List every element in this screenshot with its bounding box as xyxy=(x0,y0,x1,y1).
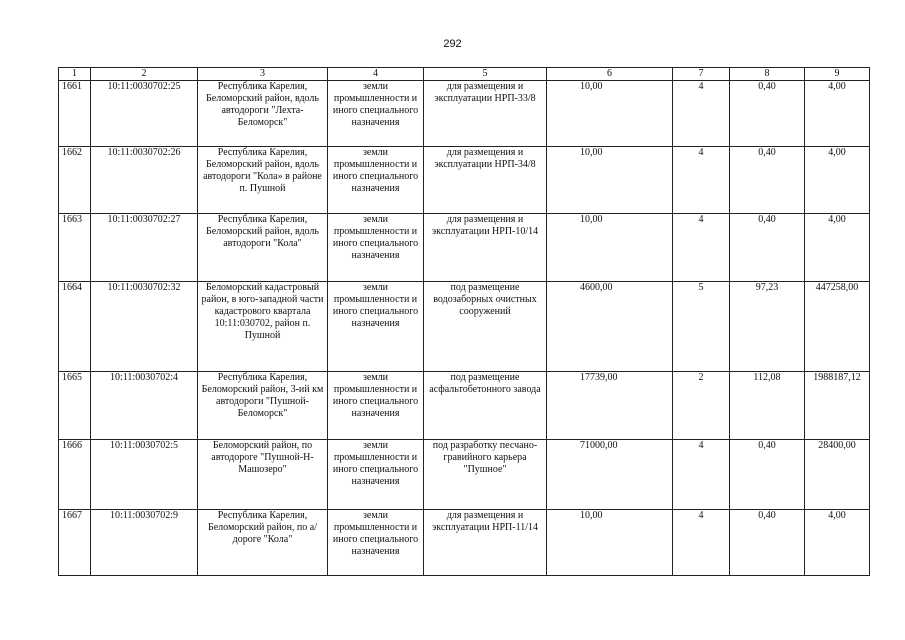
row-number: 1663 xyxy=(59,214,91,282)
location: Республика Карелия, Беломорский район, вдоль автодороги "Лехта-Беломорск" xyxy=(198,81,328,147)
column-header-7: 7 xyxy=(673,68,730,81)
rate: 0,40 xyxy=(730,214,805,282)
cadastral-number: 10:11:0030702:25 xyxy=(91,81,198,147)
area: 17739,00 xyxy=(547,372,673,440)
land-plots-table xyxy=(58,67,870,576)
row-number: 1667 xyxy=(59,510,91,576)
header-row xyxy=(59,68,870,81)
group: 4 xyxy=(673,81,730,147)
cadastral-number: 10:11:0030702:27 xyxy=(91,214,198,282)
table-row xyxy=(59,372,870,440)
rate: 0,40 xyxy=(730,440,805,510)
column-header-5: 5 xyxy=(424,68,547,81)
permitted-use: под размещение асфальтобетонного завода xyxy=(424,372,547,440)
land-category: земли промышленности и иного специального назначения xyxy=(328,510,424,576)
area: 10,00 xyxy=(547,147,673,214)
permitted-use: для размещения и эксплуатации НРП-33/8 xyxy=(424,81,547,147)
permitted-use: под размещение водозаборных очистных сооружений xyxy=(424,282,547,372)
location: Беломорский район, по автодороге "Пушной-Н-Машозеро" xyxy=(198,440,328,510)
cadastral-value: 447258,00 xyxy=(805,282,870,372)
column-header-8: 8 xyxy=(730,68,805,81)
location: Республика Карелия, Беломорский район, вдоль автодороги "Кола» в районе п. Пушной xyxy=(198,147,328,214)
column-header-1: 1 xyxy=(59,68,91,81)
land-category: земли промышленности и иного специального назначения xyxy=(328,147,424,214)
cadastral-value: 4,00 xyxy=(805,147,870,214)
column-header-2: 2 xyxy=(91,68,198,81)
area: 10,00 xyxy=(547,214,673,282)
location: Беломорский кадастровый район, в юго-западной части кадастрового квартала 10:11:030702, район п. Пушной xyxy=(198,282,328,372)
group: 4 xyxy=(673,510,730,576)
column-header-4: 4 xyxy=(328,68,424,81)
table-row xyxy=(59,282,870,372)
table-row xyxy=(59,440,870,510)
rate: 0,40 xyxy=(730,510,805,576)
cadastral-number: 10:11:0030702:9 xyxy=(91,510,198,576)
table-row xyxy=(59,81,870,147)
page-number: 292 xyxy=(443,38,462,50)
table-row xyxy=(59,510,870,576)
cadastral-number: 10:11:0030702:26 xyxy=(91,147,198,214)
land-category: земли промышленности и иного специального назначения xyxy=(328,282,424,372)
group: 4 xyxy=(673,147,730,214)
row-number: 1664 xyxy=(59,282,91,372)
cadastral-value: 4,00 xyxy=(805,214,870,282)
group: 4 xyxy=(673,214,730,282)
permitted-use: под разработку песчано-гравийного карьера "Пушное" xyxy=(424,440,547,510)
group: 2 xyxy=(673,372,730,440)
row-number: 1665 xyxy=(59,372,91,440)
group: 4 xyxy=(673,440,730,510)
permitted-use: для размещения и эксплуатации НРП-11/14 xyxy=(424,510,547,576)
cadastral-value: 1988187,12 xyxy=(805,372,870,440)
cadastral-value: 28400,00 xyxy=(805,440,870,510)
location: Республика Карелия, Беломорский район, 3-ий км автодороги "Пушной-Беломорск" xyxy=(198,372,328,440)
table-row xyxy=(59,214,870,282)
rate: 97,23 xyxy=(730,282,805,372)
cadastral-value: 4,00 xyxy=(805,510,870,576)
row-number: 1661 xyxy=(59,81,91,147)
rate: 112,08 xyxy=(730,372,805,440)
rate: 0,40 xyxy=(730,147,805,214)
land-category: земли промышленности и иного специального назначения xyxy=(328,440,424,510)
land-category: земли промышленности и иного специального назначения xyxy=(328,81,424,147)
location: Республика Карелия, Беломорский район, по а/дороге "Кола" xyxy=(198,510,328,576)
column-header-9: 9 xyxy=(805,68,870,81)
row-number: 1666 xyxy=(59,440,91,510)
area: 4600,00 xyxy=(547,282,673,372)
table-row xyxy=(59,147,870,214)
permitted-use: для размещения и эксплуатации НРП-10/14 xyxy=(424,214,547,282)
column-header-6: 6 xyxy=(547,68,673,81)
rate: 0,40 xyxy=(730,81,805,147)
cadastral-value: 4,00 xyxy=(805,81,870,147)
land-category: земли промышленности и иного специального назначения xyxy=(328,372,424,440)
area: 10,00 xyxy=(547,510,673,576)
permitted-use: для размещения и эксплуатации НРП-34/8 xyxy=(424,147,547,214)
area: 10,00 xyxy=(547,81,673,147)
row-number: 1662 xyxy=(59,147,91,214)
column-header-3: 3 xyxy=(198,68,328,81)
cadastral-number: 10:11:0030702:5 xyxy=(91,440,198,510)
cadastral-number: 10:11:0030702:4 xyxy=(91,372,198,440)
cadastral-number: 10:11:0030702:32 xyxy=(91,282,198,372)
land-category: земли промышленности и иного специального назначения xyxy=(328,214,424,282)
area: 71000,00 xyxy=(547,440,673,510)
group: 5 xyxy=(673,282,730,372)
location: Республика Карелия, Беломорский район, вдоль автодороги "Кола" xyxy=(198,214,328,282)
